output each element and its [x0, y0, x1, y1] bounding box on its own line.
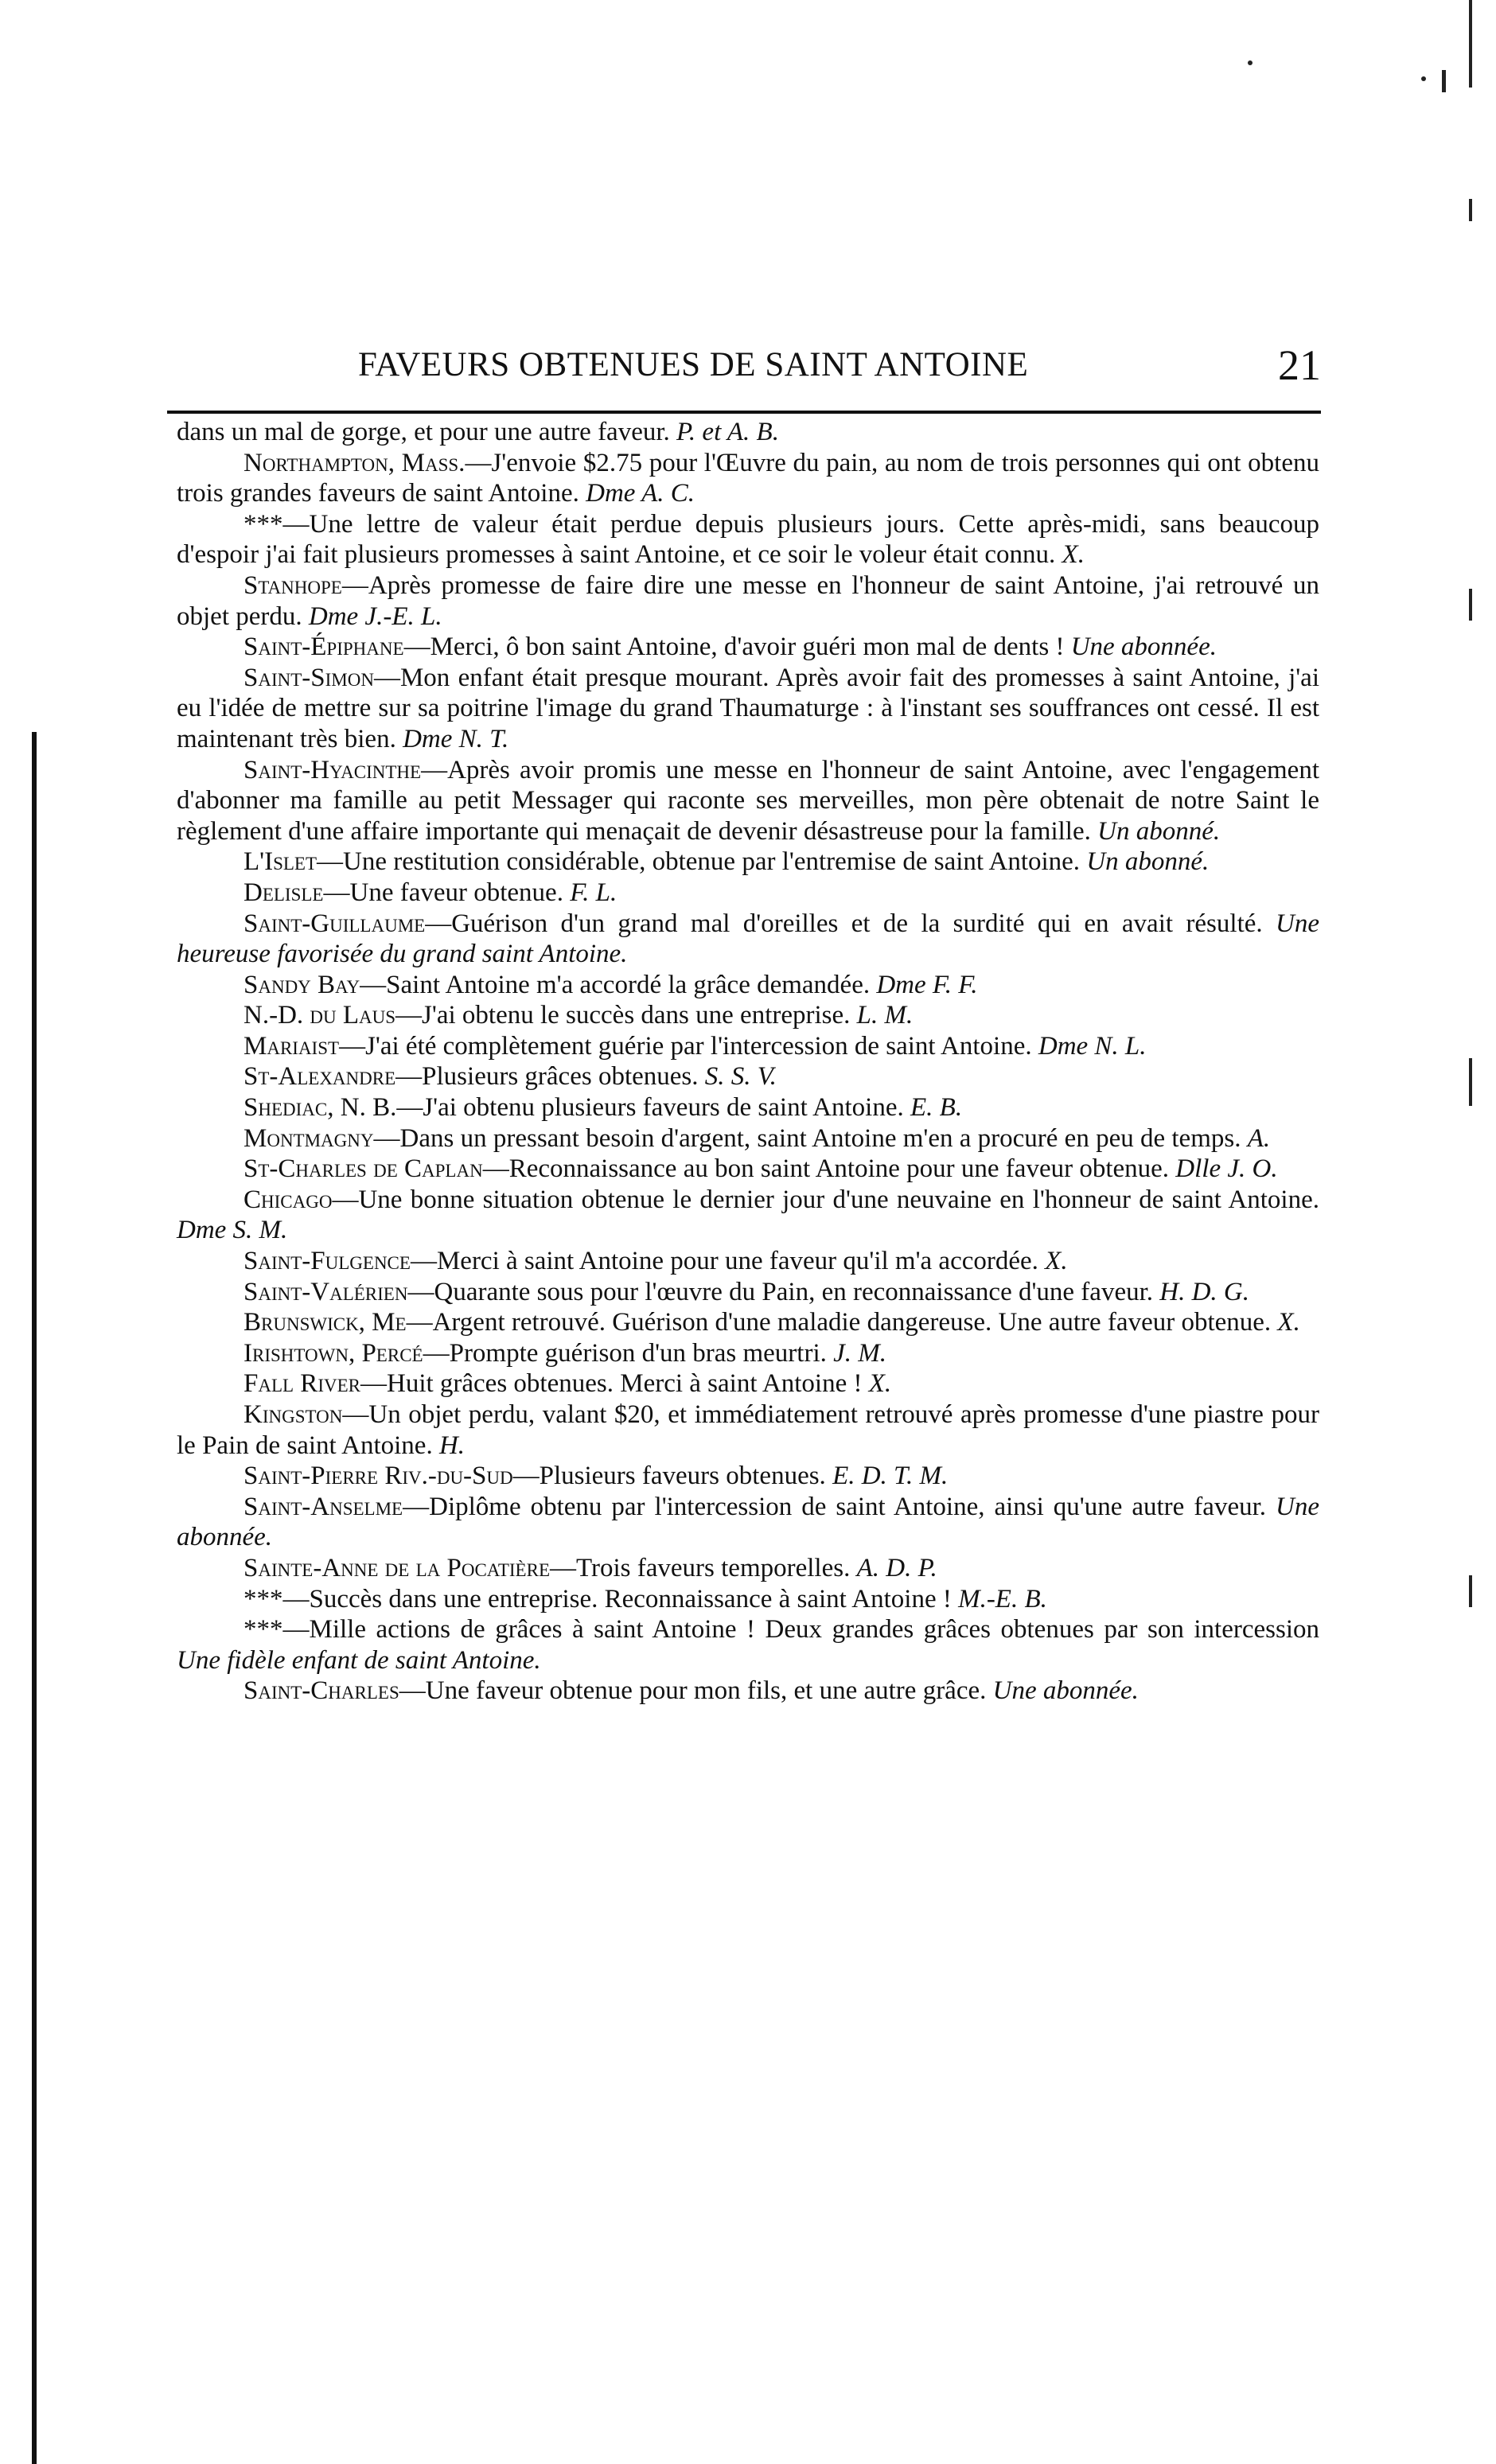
running-title: FAVEURS OBTENUES DE SAINT ANTOINE: [358, 346, 1029, 383]
entry: [177, 1092, 1319, 1123]
entry-text: —Une restitution considérable, obtenue par l'entremise de saint Antoine.: [317, 847, 1081, 877]
entry-signature: Une abonnée.: [177, 1492, 1319, 1552]
entry-text: —Argent retrouvé. Guérison d'une maladie dangereuse. Une autre faveur obtenue.: [406, 1308, 1272, 1337]
entry-text: —Plusieurs faveurs obtenues.: [512, 1462, 826, 1491]
entry-signature: Une abonnée.: [1070, 633, 1217, 662]
entry: [177, 417, 1319, 448]
entry: [177, 1246, 1319, 1277]
body-text: [177, 417, 1319, 1707]
entry-text: —Diplôme obtenu par l'intercession de saint Antoine, ainsi qu'une autre faveur.: [403, 1492, 1267, 1521]
entry: [177, 1061, 1319, 1092]
entry-place: Saint-Charles: [243, 1676, 399, 1706]
entry-text: —J'ai obtenu le succès dans une entreprise.: [395, 1001, 851, 1030]
entry-text: —Une faveur obtenue.: [323, 878, 563, 907]
entry-text: —Merci à saint Antoine pour une faveur qu'il m'a accordée.: [410, 1247, 1038, 1276]
entry: [177, 1461, 1319, 1492]
entry-text: —Saint Antoine m'a accordé la grâce demandée.: [360, 970, 871, 999]
entry-signature: Une heureuse favorisée du grand saint Antoine.: [177, 909, 1320, 969]
entry-place: Fall River: [243, 1369, 360, 1399]
entry: [177, 1368, 1319, 1399]
entry-signature: Dme N. T.: [403, 724, 509, 753]
entry-signature: P. et A. B.: [676, 418, 779, 446]
entry: [177, 1399, 1319, 1461]
entry-signature: Une abonnée.: [992, 1676, 1139, 1706]
entry-text: —J'ai obtenu plusieurs faveurs de saint Antoine.: [396, 1093, 904, 1123]
entry: [177, 878, 1319, 909]
entry-place: Delisle: [243, 878, 324, 907]
entry-text: —Un objet perdu, valant $20, et immédiatement retrouvé après promesse d'une piastre pour le Pain de saint Antoine.: [177, 1400, 1319, 1460]
entry-signature: S. S. V.: [704, 1062, 777, 1092]
entry: [177, 1277, 1319, 1308]
entry-text: —Mon enfant était presque mourant. Après avoir fait des promesses à saint Antoine, j'ai eu l'idée de mettre sur sa poitrine l'image du grand Thaumaturge : à l'instant ses souffrances ont cessé. Il est maintenant très bien.: [177, 663, 1319, 753]
entry-signature: H. D. G.: [1159, 1277, 1250, 1306]
entry-place: Northampton, Mass.: [243, 448, 466, 477]
entry-place: Saint-Hyacinthe: [243, 755, 422, 784]
entry-text: —Une lettre de valeur était perdue depuis plusieurs jours. Cette après-midi, sans beaucoup d'espoir j'ai fait plusieurs promesses à saint Antoine, et ce soir le voleur était connu.: [177, 509, 1319, 570]
entry-text: —Plusieurs grâces obtenues.: [395, 1062, 699, 1092]
entry-place: Sandy Bay: [243, 970, 360, 999]
entry: [177, 1031, 1319, 1062]
entry-text: —Guérison d'un grand mal d'oreilles et de la surdité qui en avait résulté.: [425, 909, 1263, 938]
entry-place: Kingston: [243, 1400, 343, 1429]
entry-signature: X.: [1062, 540, 1085, 570]
entry-place: St-Charles de Caplan: [243, 1154, 483, 1184]
entry-place: Mariaist: [243, 1031, 340, 1061]
right-edge-mark: [1469, 589, 1472, 621]
entry-text: —Après avoir promis une messe en l'honneur de saint Antoine, avec l'engagement d'abonner ma famille au petit Messager qui raconte ses merveilles, mon père obtenait de notre Saint le règlement d'une affaire importante qui menaçait de devenir désastreuse pour la famille.: [177, 755, 1319, 846]
entry-text: —Huit grâces obtenues. Merci à saint Antoine !: [360, 1369, 863, 1399]
entry: [177, 1492, 1319, 1553]
entry-signature: X.: [1277, 1308, 1300, 1337]
entry-place: Saint-Valérien: [243, 1277, 408, 1306]
entry-place: Saint-Épiphane: [243, 633, 404, 662]
right-edge-mark: [1469, 0, 1472, 88]
entry-signature: E. B.: [910, 1093, 963, 1123]
right-edge-mark: [1469, 199, 1472, 221]
entry: [177, 509, 1319, 570]
entry-text: —Succès dans une entreprise. Reconnaissance à saint Antoine !: [282, 1584, 952, 1613]
entry-place: Saint-Simon: [243, 663, 374, 692]
entry: [177, 663, 1319, 755]
right-edge-mark: [1469, 1575, 1472, 1607]
entry-signature: X.: [868, 1369, 892, 1399]
entry: [177, 1185, 1319, 1246]
page-header: [175, 341, 1321, 401]
entry-text: —Trois faveurs temporelles.: [550, 1553, 851, 1582]
entry-text: —J'ai été complètement guérie par l'intercession de saint Antoine.: [339, 1031, 1032, 1061]
entry: [177, 1338, 1319, 1369]
entry-place: Saint-Guillaume: [243, 909, 426, 938]
entry-text: —J'envoie $2.75 pour l'Œuvre du pain, au nom de trois personnes qui ont obtenu trois grandes faveurs de saint Antoine.: [177, 448, 1319, 508]
entry-signature: H.: [438, 1431, 466, 1460]
entry-place: L'Islet: [243, 847, 318, 877]
entry-place: Brunswick, Me: [243, 1308, 407, 1337]
entry-text: —Dans un pressant besoin d'argent, saint Antoine m'en a procuré en peu de temps.: [373, 1123, 1241, 1153]
entry: [177, 632, 1319, 663]
entry-text: —Une bonne situation obtenue le dernier jour d'une neuvaine en l'honneur de saint Antoine.: [332, 1185, 1319, 1214]
entry-text: —Quarante sous pour l'œuvre du Pain, en reconnaissance d'une faveur.: [407, 1277, 1154, 1306]
entry-signature: M.-E. B.: [958, 1584, 1047, 1613]
entry: [177, 909, 1319, 970]
entry-signature: L. M.: [856, 1001, 914, 1030]
entry-signature: X.: [1045, 1247, 1068, 1276]
entry: [177, 1584, 1319, 1615]
entry: [177, 1000, 1319, 1031]
entry-text: dans un mal de gorge, et pour une autre faveur.: [177, 418, 670, 446]
entry-signature: Dme A. C.: [586, 479, 695, 508]
entry-place: Sainte-Anne de la Pocatière: [243, 1553, 551, 1582]
entry-text: —Après promesse de faire dire une messe en l'honneur de saint Antoine, j'ai retrouvé un objet perdu.: [177, 570, 1319, 631]
entry-place: Montmagny: [243, 1123, 374, 1153]
entry: [177, 1676, 1319, 1707]
entry-text: —Merci, ô bon saint Antoine, d'avoir guéri mon mal de dents !: [403, 633, 1065, 662]
entry-signature: Dme J.-E. L.: [308, 601, 442, 631]
entry-place: Saint-Anselme: [243, 1492, 403, 1521]
entry-place: ***: [243, 1584, 283, 1613]
entry-place: Saint-Fulgence: [243, 1247, 411, 1276]
entry-signature: Dlle J. O.: [1175, 1154, 1278, 1184]
entry-place: Irishtown, Percé: [243, 1338, 423, 1368]
entry-signature: Une fidèle enfant de saint Antoine.: [177, 1645, 541, 1675]
entry-place: Saint-Pierre Riv.-du-Sud: [243, 1462, 513, 1491]
entry: [177, 970, 1319, 1001]
entry: [177, 1123, 1319, 1154]
speck: [1421, 76, 1426, 81]
header-rule: [167, 411, 1321, 414]
entry-signature: A.: [1247, 1123, 1271, 1153]
entry: [177, 570, 1319, 632]
entry-signature: E. D. T. M.: [832, 1462, 949, 1491]
entry-text: —Prompte guérison d'un bras meurtri.: [423, 1338, 827, 1368]
entry: [177, 448, 1319, 509]
entry-place: ***: [243, 509, 283, 539]
entry-signature: A. D. P.: [856, 1553, 937, 1582]
binding-edge-line: [32, 732, 37, 2464]
entry-signature: Un abonné.: [1097, 816, 1221, 846]
entry-signature: Dme N. L.: [1038, 1031, 1147, 1061]
entry-text: —Mille actions de grâces à saint Antoine ! Deux grandes grâces obtenues par son intercession: [282, 1615, 1319, 1645]
entry-place: Stanhope: [243, 570, 342, 600]
entry-text: —Reconnaissance au bon saint Antoine pour une faveur obtenue.: [482, 1154, 1170, 1184]
entry: [177, 847, 1319, 878]
page-number: 21: [1278, 341, 1321, 389]
entry: [177, 1154, 1319, 1185]
entry-signature: Dme F. F.: [876, 970, 978, 999]
entry: [177, 1614, 1319, 1676]
entry-place: Chicago: [243, 1185, 333, 1214]
right-edge-mark: [1442, 70, 1446, 92]
entry-place: ***: [243, 1615, 283, 1645]
entry: [177, 1307, 1319, 1338]
entry-place: N.-D. du Laus: [243, 1001, 396, 1030]
entry-place: St-Alexandre: [243, 1062, 396, 1092]
entry-signature: F. L.: [570, 878, 617, 907]
entry: [177, 755, 1319, 847]
entry-text: —Une faveur obtenue pour mon fils, et une autre grâce.: [399, 1676, 987, 1706]
entry-signature: Un abonné.: [1086, 847, 1210, 877]
entry-signature: J. M.: [833, 1338, 887, 1368]
speck: [1248, 60, 1253, 65]
entry: [177, 1553, 1319, 1584]
right-edge-mark: [1469, 1058, 1472, 1106]
entry-place: Shediac, N. B.: [243, 1093, 397, 1123]
entry-signature: Dme S. M.: [177, 1216, 288, 1245]
